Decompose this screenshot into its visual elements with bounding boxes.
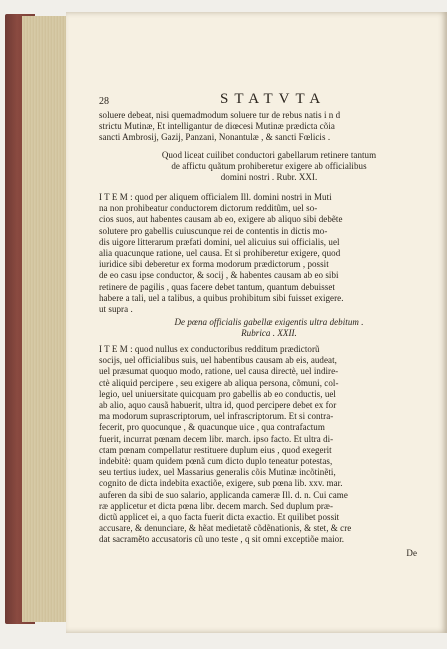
- text-line: domini nostri . Rubr. XXI.: [220, 172, 318, 183]
- paragraph-1: [99, 110, 429, 144]
- text-line: soluere debeat, nisi quemadmodum soluere tur de rebus natis i n d: [99, 110, 341, 120]
- text-line: Rubrica . XXII.: [241, 328, 297, 339]
- text-line: ut supra .: [99, 304, 133, 315]
- paragraph-3: [99, 344, 429, 546]
- text-line: auferen da sibi de suo salario, applicanda cameræ Ill. d. n. Cui came: [99, 489, 348, 500]
- text-line: seu tertius iudex, uel Massarius generalis cõis Mutinæ incõtinẽti,: [99, 467, 336, 478]
- text-line: ctam pœnam compellatur restituere duplum eius , quod exegerit: [99, 444, 332, 455]
- text-line: de affictu quãtum prohiberetur exigere ab officialibus: [171, 161, 367, 172]
- text-line: socijs, uel officialibus suis, uel habentibus causam ab eis, audeat,: [99, 355, 337, 366]
- text-line: dis uigore litterarum præfati domini, uel alicuius sui officialis, uel: [99, 236, 340, 247]
- text-line: fecerit, pro quocunque , & quacunque uice , qua contrafactum: [99, 422, 325, 433]
- text-line: alia quacunque ratione, uel causa. Et si prohiberetur exigere, quod: [99, 248, 341, 259]
- text-line: na non prohibeatur conductorem dictorum redditũm, uel so-: [99, 203, 318, 214]
- catchword: De: [406, 548, 417, 558]
- rubric-heading-2: [109, 317, 429, 339]
- page-number: 28: [99, 96, 109, 107]
- text-line: ab alio, aquo causã habuerit, ultra id, quod percipere debet ex for: [99, 400, 337, 411]
- text-line: I T E M : quod nullus ex conductoribus redditum prædictorũ: [99, 344, 320, 354]
- text-line: cognito de dicta indebita exactiõe, exigere, sub pœna lib. xxv. mar.: [99, 478, 343, 489]
- text-line: ræ applicetur et dicta pœna libr. decem march. Sed duplum præ-: [99, 500, 334, 511]
- text-line: strictu Mutinæ, Et intelligantur de diœcesi Mutinæ prædicta cõia: [99, 121, 335, 132]
- rubric-heading-1: [109, 150, 429, 184]
- text-line: ctè aliquid percipere , seu exigere ab aliqua persona, cõmuni, col-: [99, 377, 339, 388]
- text-line: habere a tali, uel a talibus, a quibus prohibitum sibi fuisset exigere.: [99, 292, 344, 303]
- text-line: legio, uel uniuersitate quicquam pro gabellis ab eo conductis, uel: [99, 388, 336, 399]
- text-line: de eo casu ipse conductor, & socij , & habentes causam ab eo sibi: [99, 270, 339, 281]
- text-line: De pœna officialis gabellæ exigentis ultra debitum .: [174, 317, 364, 327]
- text-line: uel præsumat quoquo modo, ratione, uel causa directè, uel indire-: [99, 366, 339, 377]
- text-line: indebitè: quam quidem pœnã cum dicto duplo teneatur potestas,: [99, 456, 333, 467]
- text-line: sancti Ambrosij, Gazij, Panzani, Nonantulæ , & sancti Fœlicis .: [99, 132, 331, 143]
- text-line: I T E M : quod per aliquem officialem Ill. domini nostri in Muti: [99, 192, 332, 202]
- text-line: iuridice sibi deberetur ex forma modorum prædictorum , possit: [99, 259, 329, 270]
- running-head: STATVTA: [220, 91, 327, 107]
- text-line: fuerit, incurrat pœnam decem libr. march. ipso facto. Et ultra di-: [99, 433, 334, 444]
- paragraph-2: [99, 192, 429, 315]
- text-line: retinere de pagilis , quas facere debet tantum, quantum debuisset: [99, 281, 335, 292]
- text-line: solutere pro gabellis cuiuscunque rei de contentis in dictis mo-: [99, 225, 328, 236]
- text-line: cios suos, aut habentes causam ab eo, exigere ab aliquo sibi debẽte: [99, 214, 343, 225]
- text-line: dictũ applicet ei, a quo facta fuerit dicta exactio. Et quilibet possit: [99, 512, 340, 523]
- text-line: dat sacraměto accusatoris cũ uno teste , q sit omni exceptiõe maior.: [99, 534, 345, 545]
- text-line: ma modorum suprascriptorum, uel infrascriptorum. Et si contra-: [99, 411, 334, 422]
- text-line: Quod liceat cuilibet conductori gabellarum retinere tantum: [161, 150, 377, 160]
- text-line: accusare, & denunciare, & hẽat medietatẽ cõdẽnationis, & stet, & cre: [99, 523, 352, 534]
